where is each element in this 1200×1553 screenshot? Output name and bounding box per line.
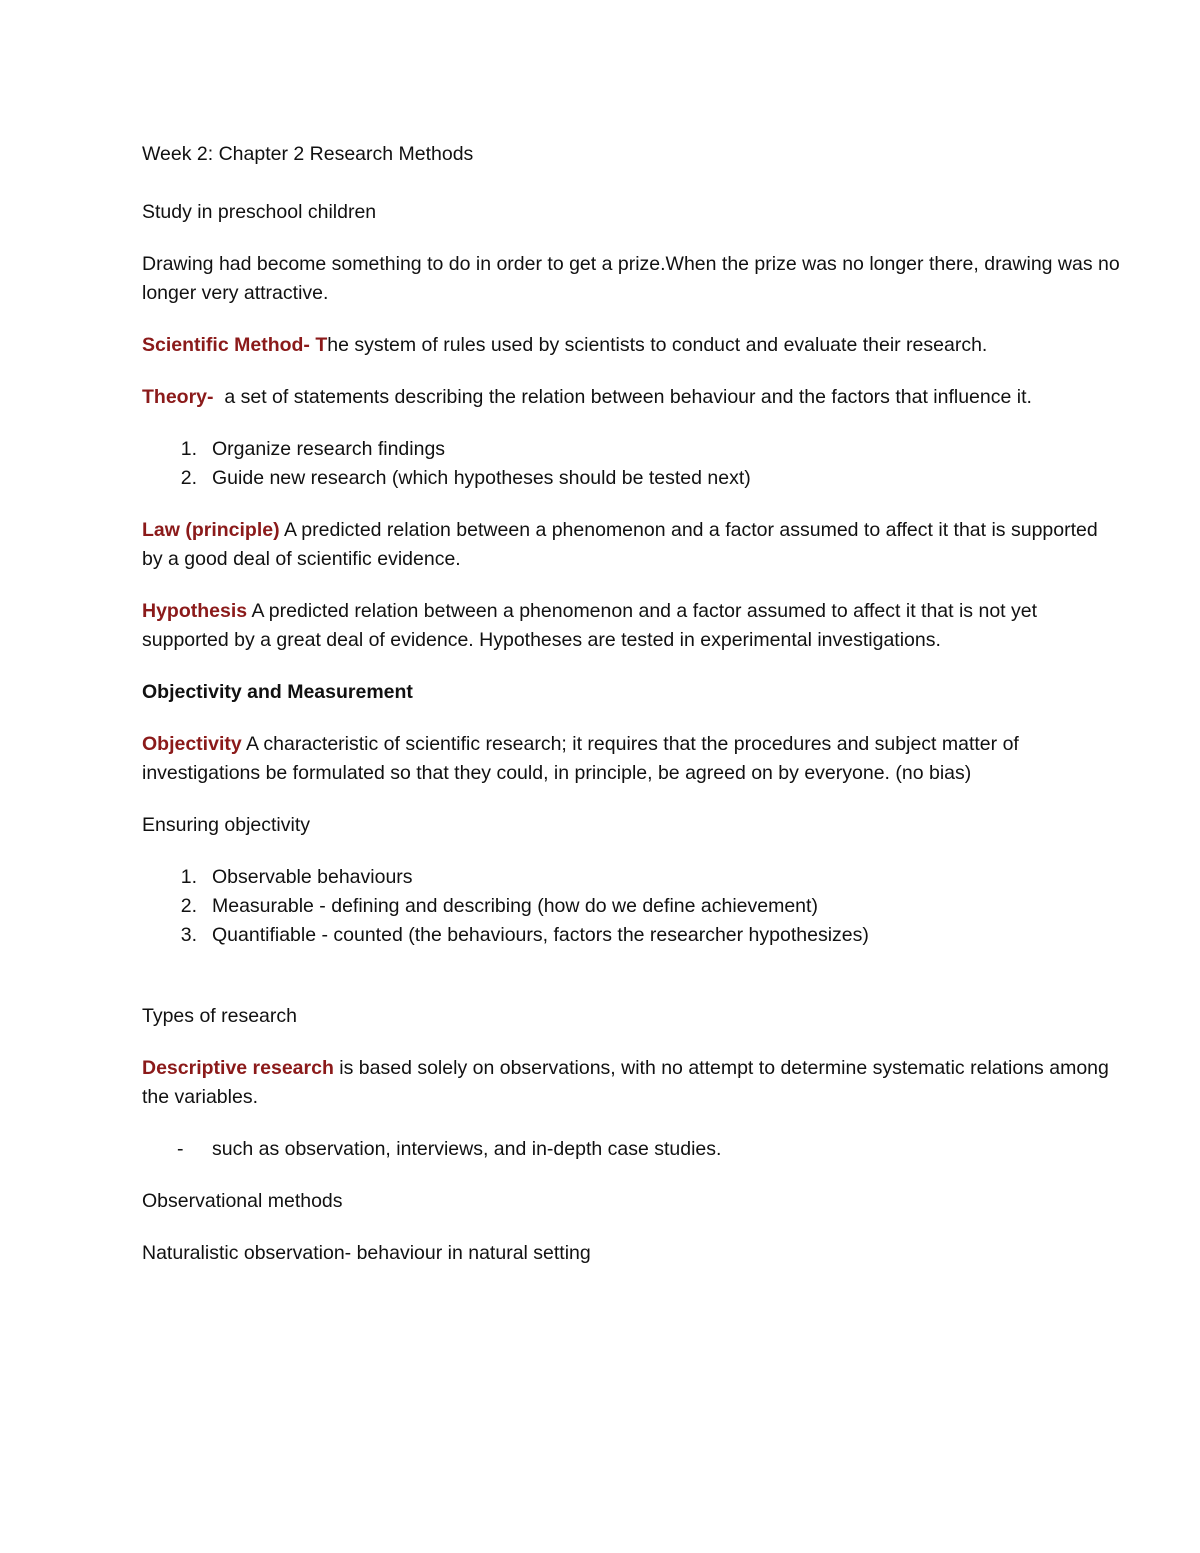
naturalistic-paragraph: Naturalistic observation- behaviour in natural setting [142, 1242, 591, 1264]
objectivity-definition [142, 730, 1120, 788]
list-marker: 1. [180, 866, 197, 888]
list-marker: - [177, 1138, 184, 1160]
list-item [142, 464, 1120, 493]
list-item [142, 863, 1120, 892]
document-title: Week 2: Chapter 2 Research Methods [142, 143, 474, 165]
drawing-paragraph: Drawing had become something to do in order to get a prize.When the prize was no longer there, drawing was no longer very attractive. [142, 253, 1120, 304]
objectivity-heading: Objectivity and Measurement [142, 681, 413, 703]
law-text: A predicted relation between a phenomenon and a factor assumed to affect it that is supported by a good deal of scientific evidence. [142, 519, 1098, 570]
ensuring-heading: Ensuring objectivity [142, 814, 310, 836]
list-item-text: Measurable - defining and describing (how do we define achievement) [212, 895, 818, 917]
hypothesis-definition [142, 597, 1120, 655]
descriptive-list [142, 1135, 1120, 1164]
scientific-method-text: he system of rules used by scientists to conduct and evaluate their research. [327, 334, 988, 356]
list-item-text: Observable behaviours [212, 866, 413, 888]
list-item [142, 435, 1120, 464]
list-marker: 2. [180, 895, 197, 917]
list-item-text: such as observation, interviews, and in-depth case studies. [212, 1138, 722, 1160]
list-item [142, 892, 1120, 921]
law-definition [142, 516, 1120, 574]
observational-heading: Observational methods [142, 1190, 343, 1212]
study-heading: Study in preschool children [142, 201, 377, 223]
theory-definition [142, 383, 1120, 412]
list-item-text: Guide new research (which hypotheses should be tested next) [212, 467, 751, 489]
types-heading: Types of research [142, 1005, 297, 1027]
theory-list [142, 435, 1120, 493]
list-item-text: Organize research findings [212, 438, 446, 460]
theory-term: Theory- [142, 386, 214, 408]
list-marker: 3. [180, 924, 197, 946]
law-term: Law (principle) [142, 519, 280, 541]
scientific-method-term: Scientific Method- T [142, 334, 328, 356]
hypothesis-text: A predicted relation between a phenomenon and a factor assumed to affect it that is not yet supported by a great deal of evidence. Hypotheses are tested in experimental investigations. [142, 600, 1038, 651]
objectivity-text: A characteristic of scientific research; it requires that the procedures and subject matter of investigations be formulated so that they could, in principle, be agreed on by everyone. (no bias) [142, 733, 1019, 784]
scientific-method-definition [142, 331, 1120, 360]
descriptive-text: is based solely on observations, with no attempt to determine systematic relations among the variables. [142, 1057, 1109, 1108]
list-marker: 2. [180, 467, 197, 489]
ensuring-list [142, 863, 1120, 950]
hypothesis-term: Hypothesis [142, 600, 248, 622]
theory-text: a set of statements describing the relation between behaviour and the factors that influence it. [213, 386, 1032, 408]
list-marker: 1. [180, 438, 197, 460]
descriptive-definition [142, 1054, 1120, 1112]
list-item-text: Quantifiable - counted (the behaviours, factors the researcher hypothesizes) [212, 924, 869, 946]
descriptive-term: Descriptive research [142, 1057, 334, 1079]
objectivity-term: Objectivity [142, 733, 242, 755]
list-item [142, 1135, 1120, 1164]
list-item [142, 921, 1120, 950]
